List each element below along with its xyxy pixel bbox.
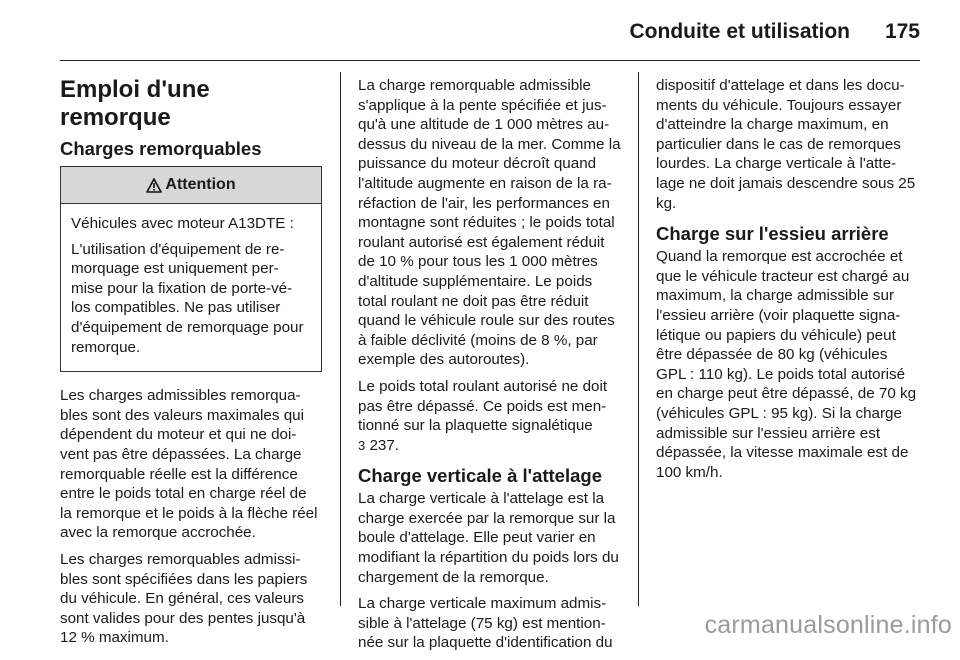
body-paragraph: Les charges remorquables admissi- bles sont spécifiées dans les papiers du véhicule. En général, ces valeurs sont valides pour des pentes jusqu'à 12 % maximum. xyxy=(60,550,308,647)
page-reference-icon: 3 xyxy=(358,437,366,453)
warning-header xyxy=(61,167,321,204)
page-reference-link[interactable]: 237. xyxy=(369,436,400,454)
section-subheading: Charges remorquables xyxy=(60,138,262,159)
warning-text: L'utilisation d'équipement de re- morquage est uniquement per- mise pour la fixation de porte-vé- los compatibles. Ne pas utiliser d'équipement de remorquage pour remorque. xyxy=(71,240,304,356)
page-number: 175 xyxy=(884,20,920,43)
section-heading: Emploi d'une remorque xyxy=(60,76,210,131)
body-paragraph: dispositif d'attelage et dans les docu- ments du véhicule. Toujours essayer d'atteindre la charge maximum, en particulier dans le cas de remorques lourdes. La charge verticale à l'atte- lage ne doit jamais descendre sous 25 kg. xyxy=(656,77,916,212)
watermark: carmanualsonline.info xyxy=(704,611,952,639)
column-2 xyxy=(358,76,622,660)
header-title: Conduite et utilisation xyxy=(629,20,850,43)
warning-title: Attention xyxy=(165,176,236,194)
column-divider xyxy=(638,72,639,606)
reference-text: Le poids total roulant autorisé ne doit pas être dépassé. Ce poids est men- tionné sur la plaquette signalétique xyxy=(358,377,608,435)
page-header xyxy=(60,0,920,61)
body-paragraph: Quand la remorque est accrochée et que le véhicule tracteur est chargé au maximum, la charge admissible sur l'essieu arrière (voir plaquette signa- létique ou papiers du véhicule) peut être dépassée de 80 kg (véhicules GPL : 110 kg). Le poids total autorisé en charge peut être dépassé, de 70 kg (véhicules GPL : 95 kg). Si la charge admissible sur l'essieu arrière est dépassée, la vitesse maximale est de 100 km/h. xyxy=(656,248,917,481)
section-heading: Charge verticale à l'attelage xyxy=(358,465,602,487)
section-heading: Charge sur l'essieu arrière xyxy=(656,223,889,245)
body-paragraph: Les charges admissibles remorqua- bles sont des valeurs maximales qui dépendent du moteur et qui ne doi- vent pas être dépassées. La charge remorquable réelle est la différence entre le poids total en charge réel de la remorque et le poids à la flèche réel avec la remorque accrochée. xyxy=(60,387,318,542)
body-paragraph-with-reference xyxy=(358,377,622,455)
column-1 xyxy=(60,72,322,655)
body-paragraph: La charge verticale à l'attelage est la charge exercée par la remorque sur la boule d'attelage. Elle peut varier en modifiant la répartition du poids lors du chargement de la remorque. xyxy=(358,490,619,586)
column-divider xyxy=(340,72,341,606)
warning-body xyxy=(61,204,321,371)
warning-box xyxy=(60,166,322,372)
column-3 xyxy=(656,76,920,489)
warning-text: Véhicules avec moteur A13DTE : xyxy=(71,215,294,232)
warning-triangle-icon xyxy=(146,178,162,193)
body-paragraph: La charge verticale maximum admis- sible à l'attelage (75 kg) est mention- née sur la plaquette d'identification du xyxy=(358,595,613,652)
body-paragraph: La charge remorquable admissible s'applique à la pente spécifiée et jus- qu'à une altitude de 1 000 mètres au- dessus du niveau de la mer. Comme la puissance du moteur décroît quand l'altitude augmente en raison de la ra- réfaction de l'air, les performances en montagne sont réduites ; le poids total roulant autorisé est également réduit de 10 % pour tous les 1 000 mètres d'altitude supplémentaire. Le poids total roulant ne doit pas être réduit quand le véhicule roule sur des routes à faible déclivité (moins de 8 %, par exemple des autoroutes). xyxy=(358,77,621,369)
